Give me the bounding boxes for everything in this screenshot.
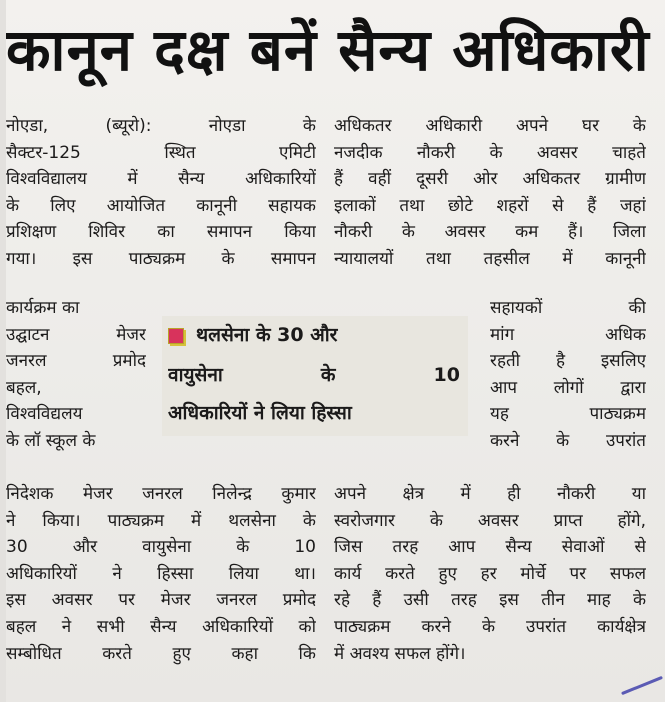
text-line: में अवश्य सफल होंगे। <box>334 643 466 664</box>
text-line: नोएडा, (ब्यूरो): नोएडा के <box>6 116 316 136</box>
pull-quote-line: वायुसेना के 10 <box>168 364 460 386</box>
text-line: इस अवसर पर मेजर जनरल प्रमोद <box>6 590 316 611</box>
text-line: नजदीक नौकरी के अवसर चाहते <box>334 142 646 163</box>
text-line: गया। इस पाठ्यक्रम के समापन <box>6 248 316 269</box>
text-line: करने के उपरांत <box>490 430 646 451</box>
text-line: इलाकों तथा छोटे शहरों से हैं जहां <box>334 195 646 216</box>
text-line: कार्य करते हुए हर मोर्चे पर सफल <box>334 563 646 584</box>
square-bullet-icon <box>168 328 184 344</box>
text-line: न्यायालयों तथा तहसील में कानूनी <box>334 248 646 269</box>
text-line: अधिकारियों ने हिस्सा लिया था। <box>6 563 316 584</box>
text-line: के लिए आयोजित कानूनी सहायक <box>6 195 316 216</box>
column-left-wrap <box>6 295 146 455</box>
text-line: नौकरी के अवसर कम हैं। जिला <box>334 222 646 243</box>
pull-quote-line: अधिकारियों ने लिया हिस्सा <box>168 402 352 424</box>
text-line: सैक्टर-125 स्थित एमिटी <box>6 142 316 163</box>
column-left-top <box>6 113 316 273</box>
headline: कानून दक्ष बनें सैन्य अधिकारी <box>6 16 650 84</box>
text-line: पाठ्यक्रम करने के उपरांत कार्यक्षेत्र <box>334 616 646 637</box>
text-line: जनरल प्रमोद <box>6 351 146 372</box>
text-line: उद्घाटन मेजर <box>6 324 146 345</box>
text-line: यह पाठ्यक्रम <box>490 404 646 425</box>
text-line: 30 और वायुसेना के 10 <box>6 537 316 558</box>
text-line: के लॉ स्कूल के <box>6 430 96 451</box>
text-line: प्रशिक्षण शिविर का समापन किया <box>6 222 316 243</box>
text-line: निदेशक मेजर जनरल निलेन्द्र कुमार <box>6 484 316 504</box>
pull-quote-line: थलसेना के 30 और <box>196 324 338 346</box>
text-line: जिस तरह आप सैन्य सेवाओं से <box>334 537 646 558</box>
text-line: बहल ने सभी सैन्य अधिकारियों को <box>6 616 316 637</box>
column-right-wrap <box>490 295 646 455</box>
text-line: रहे हैं उसी तरह इस तीन माह के <box>334 590 646 611</box>
text-line: हैं वहीं दूसरी ओर अधिकतर ग्रामीण <box>334 169 646 190</box>
text-line: सहायकों की <box>490 298 646 318</box>
column-left-bottom <box>6 481 316 667</box>
text-line: अपने क्षेत्र में ही नौकरी या <box>334 484 646 504</box>
text-line: विश्वविद्यालय में सैन्य अधिकारियों <box>6 169 316 190</box>
column-right-bottom <box>334 481 646 667</box>
text-line: सम्बोधित करते हुए कहा कि <box>6 643 316 664</box>
text-line: मांग अधिक <box>490 324 646 345</box>
text-line: ने किया। पाठ्यक्रम में थलसेना के <box>6 510 316 531</box>
text-line: आप लोगों द्वारा <box>490 377 646 398</box>
text-line: रहती है इसलिए <box>490 351 646 372</box>
pull-quote <box>162 316 468 436</box>
text-line: अधिकतर अधिकारी अपने घर के <box>334 116 646 136</box>
text-line: स्वरोजगार के अवसर प्राप्त होंगे, <box>334 510 646 531</box>
text-line: कार्यक्रम का <box>6 298 80 318</box>
text-line: बहल, <box>6 377 42 398</box>
text-line: विश्वविद्यलय <box>6 404 83 425</box>
column-right-top <box>334 113 646 273</box>
